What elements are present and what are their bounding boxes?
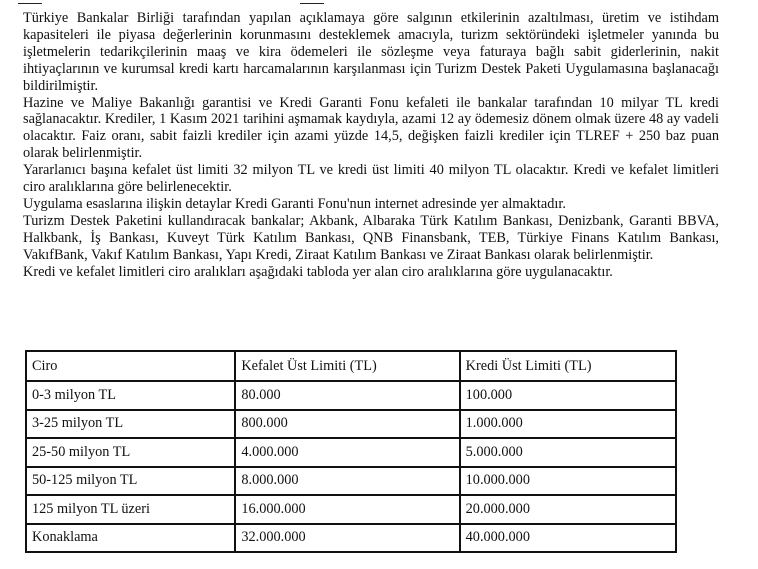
page-top-edge [0, 0, 758, 6]
cell-kefalet: 8.000.000 [235, 467, 459, 496]
cell-kredi: 100.000 [460, 381, 676, 410]
cell-kredi: 10.000.000 [460, 467, 676, 496]
cell-kefalet: 32.000.000 [235, 524, 459, 553]
table-row [26, 410, 676, 439]
paragraph-intro: Türkiye Bankalar Birliği tarafından yapılan açıklamaya göre salgının etkilerinin azaltılması, üretim ve istihdam kapasiteleri ile piyasa değerlerinin korunmasını desteklemek amacıyla, turizm sektöründeki işletmeler yanında bu işletmelerin tedarikçilerinin maaş ve kira ödemeleri ile sözleşme veya faturaya bağlı sabit giderlerinin, nakit ihtiyaçlarının ve kurumsal kredi kartı harcamalarının karşılanması için Turizm Destek Paketi Uygulamasına başlanacağı bildirilmiştir. [23, 10, 719, 94]
cell-kredi: 1.000.000 [460, 410, 676, 439]
cropped-box-left [18, 0, 42, 4]
cell-ciro: Konaklama [26, 524, 235, 553]
paragraph-table-intro: Kredi ve kefalet limitleri ciro aralıkları aşağıdaki tabloda yer alan ciro aralıklarına göre uygulanacaktır. [23, 263, 613, 280]
paragraph-limits: Yararlanıcı başına kefalet üst limiti 32 milyon TL ve kredi üst limiti 40 milyon TL olacaktır. Kredi ve kefalet limitleri ciro aralıklarına göre belirlenecektir. [23, 162, 719, 196]
cell-kefalet: 16.000.000 [235, 495, 459, 524]
cell-kredi: 5.000.000 [460, 438, 676, 467]
cell-ciro: 50-125 milyon TL [26, 467, 235, 496]
table-row [26, 381, 676, 410]
cropped-box-right [300, 0, 324, 4]
cell-kredi: 40.000.000 [460, 524, 676, 553]
table-row [26, 495, 676, 524]
paragraph-details: Uygulama esaslarına ilişkin detaylar Kredi Garanti Fonu'nun internet adresinde yer almaktadır. [23, 195, 566, 212]
cell-kredi: 20.000.000 [460, 495, 676, 524]
cell-kefalet: 80.000 [235, 381, 459, 410]
cell-ciro: 0-3 milyon TL [26, 381, 235, 410]
cell-kefalet: 4.000.000 [235, 438, 459, 467]
table-row [26, 524, 676, 553]
cell-ciro: 25-50 milyon TL [26, 438, 235, 467]
column-header-kefalet: Kefalet Üst Limiti (TL) [235, 351, 459, 381]
limits-table [25, 350, 677, 553]
column-header-kredi: Kredi Üst Limiti (TL) [460, 351, 676, 381]
document-body [23, 10, 719, 281]
table-row [26, 467, 676, 496]
column-header-ciro: Ciro [26, 351, 235, 381]
table-header-row [26, 351, 676, 381]
paragraph-credit-terms: Hazine ve Maliye Bakanlığı garantisi ve Kredi Garanti Fonu kefaleti ile bankalar tarafından 10 milyar TL kredi sağlanacaktır. Krediler, 1 Kasım 2021 tarihini aşmamak kaydıyla, azami 12 ay ödemesiz dönem olmak üzere 48 ay vadeli olacaktır. Faiz oranı, sabit faizli krediler için azami yüzde 14,5, değişken faizli krediler için TLREF + 250 baz puan olarak belirlenmiştir. [23, 94, 719, 162]
cell-ciro: 125 milyon TL üzeri [26, 495, 235, 524]
table-row [26, 438, 676, 467]
cell-ciro: 3-25 milyon TL [26, 410, 235, 439]
cell-kefalet: 800.000 [235, 410, 459, 439]
paragraph-banks: Turizm Destek Paketini kullandıracak bankalar; Akbank, Albaraka Türk Katılım Bankası, Denizbank, Garanti BBVA, Halkbank, İş Bankası, Kuveyt Türk Katılım Bankası, QNB Finansbank, TEB, Türkiye Finans Katılım Bankası, VakıfBank, Vakıf Katılım Bankası, Yapı Kredi, Ziraat Katılım Bankası ve Ziraat Bankası olarak belirlenmiştir. [23, 212, 719, 263]
